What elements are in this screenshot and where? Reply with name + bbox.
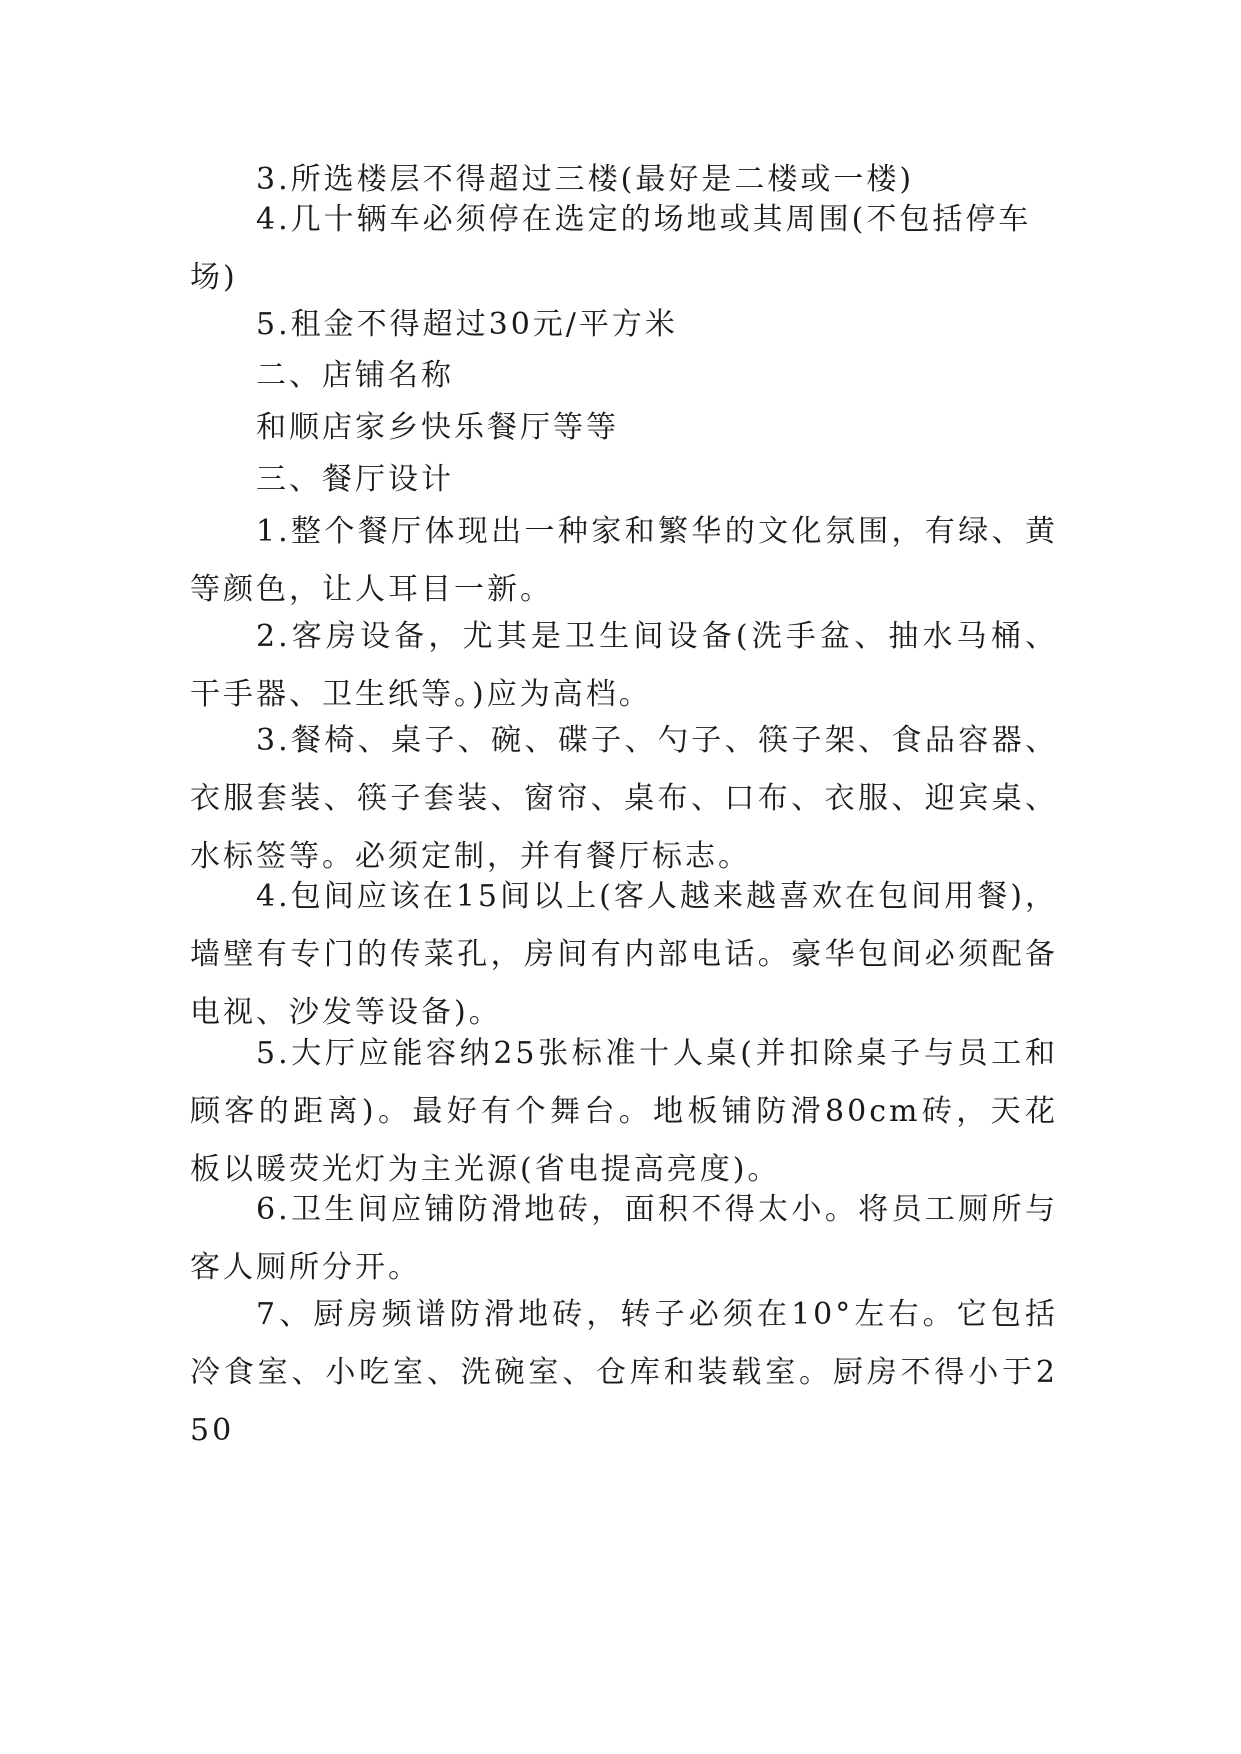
paragraph-design-atmosphere: 1.整个餐厅体现出一种家和繁华的文化氛围，有绿、黄等颜色，让人耳目一新。 xyxy=(190,514,1058,607)
paragraph-hall-capacity: 5.大厅应能容纳25张标准十人桌(并扣除桌子与员工和顾客的距离)。最好有个舞台。地板铺防滑80cm砖，天花板以暖荧光灯为主光源(省电提高亮度)。 xyxy=(190,1036,1058,1187)
paragraph-parking-requirement: 4.几十辆车必须停在选定的场地或其周围(不包括停车场) xyxy=(190,202,1032,295)
section-heading-restaurant-design: 三、餐厅设计 xyxy=(256,462,454,497)
paragraph-kitchen: 7、厨房频谱防滑地砖，转子必须在10°左右。它包括冷食室、小吃室、洗碗室、仓库和装载室。厨房不得小于250 xyxy=(190,1297,1058,1448)
paragraph-floor-requirement: 3.所选楼层不得超过三楼(最好是二楼或一楼) xyxy=(256,162,915,197)
paragraph-store-name: 和顺店家乡快乐餐厅等等 xyxy=(256,410,619,445)
paragraph-rent-requirement: 5.租金不得超过30元/平方米 xyxy=(256,307,678,342)
paragraph-private-rooms: 4.包间应该在15间以上(客人越来越喜欢在包间用餐)，墙壁有专门的传菜孔，房间有内部电话。豪华包间必须配备电视、沙发等设备)。 xyxy=(190,879,1058,1030)
section-heading-store-name: 二、店铺名称 xyxy=(256,358,454,393)
paragraph-restroom: 6.卫生间应铺防滑地砖，面积不得太小。将员工厕所与客人厕所分开。 xyxy=(190,1192,1058,1285)
paragraph-room-equipment: 2.客房设备，尤其是卫生间设备(洗手盆、抽水马桶、干手器、卫生纸等。)应为高档。 xyxy=(190,619,1058,712)
paragraph-tableware-custom: 3.餐椅、桌子、碗、碟子、勺子、筷子架、食品容器、衣服套装、筷子套装、窗帘、桌布、口布、衣服、迎宾桌、水标签等。必须定制，并有餐厅标志。 xyxy=(190,723,1058,874)
